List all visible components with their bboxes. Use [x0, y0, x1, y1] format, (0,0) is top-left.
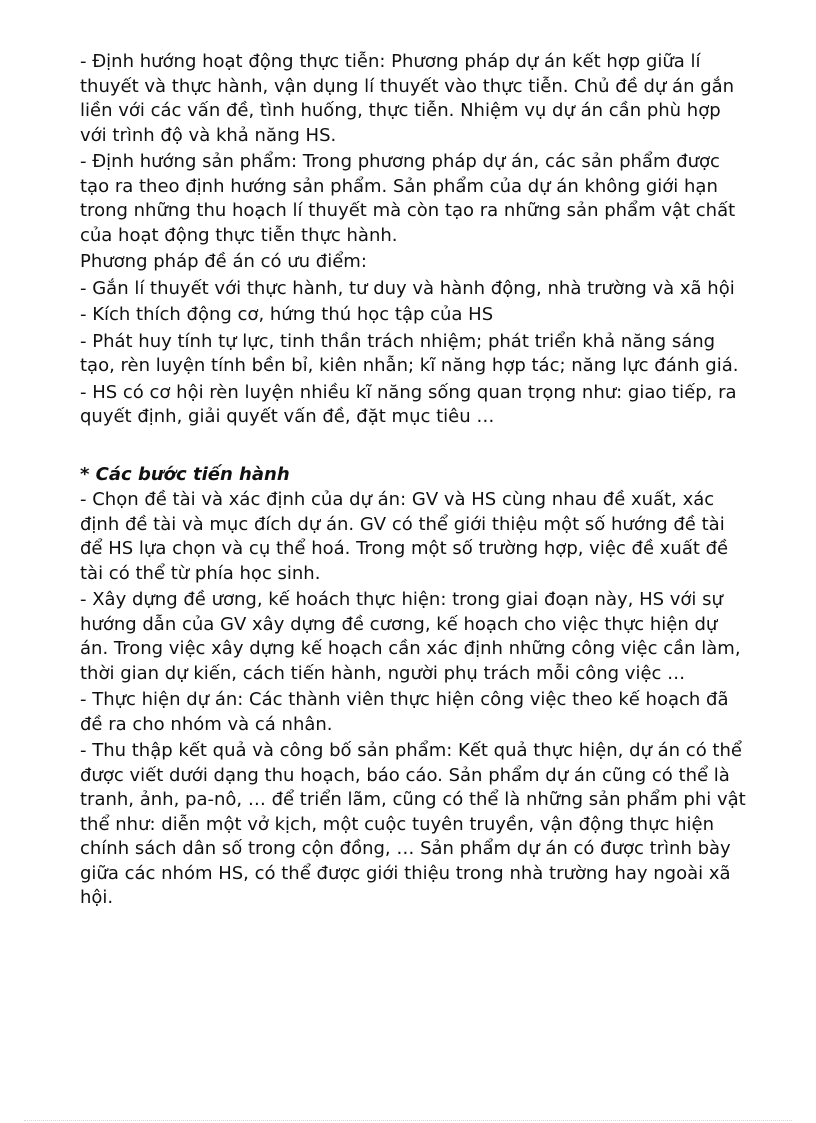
- step-item: - Xây dựng đề ương, kế hoách thực hiện: trong giai đoạn này, HS với sự hướng dẫn của GV xây dựng đề cương, kế hoạch cho việc thực hiện dự án. Trong việc xây dựng kế hoạch cần xác định những công việc cần làm, thời gian dự kiến, cách tiến hành, người phụ trách mỗi công việc …: [80, 589, 741, 684]
- step-item: - Chọn đề tài và xác định của dự án: GV và HS cùng nhau đề xuất, xác định đề tài và mục đích dự án. GV có thể giới thiệu một số hướng đề tài để HS lựa chọn và cụ thể hoá. Trong một số trường hợp, việc đề xuất đề tài có thể từ phía học sinh.: [80, 489, 729, 584]
- page-bottom-divider: [24, 1120, 792, 1121]
- advantage-item: - HS có cơ hội rèn luyện nhiều kĩ năng sống quan trọng như: giao tiếp, ra quyết định, giải quyết vấn đề, đặt mục tiêu …: [80, 381, 737, 427]
- advantage-item: - Phát huy tính tự lực, tinh thần trách nhiệm; phát triển khả năng sáng tạo, rèn luyện tính bền bỉ, kiên nhẫn; kĩ năng hợp tác; năng lực đánh giá.: [80, 330, 739, 376]
- document-page: [80, 50, 748, 913]
- section-heading-steps: * Các bước tiến hành: [80, 463, 290, 485]
- step-item: - Thực hiện dự án: Các thành viên thực hiện công việc theo kế hoạch đã đề ra cho nhóm và cá nhân.: [80, 689, 729, 735]
- paragraph-product-orientation: - Định hướng sản phẩm: Trong phương pháp dự án, các sản phẩm được tạo ra theo định hướng sản phẩm. Sản phẩm của dự án không giới hạn trong những thu hoạch lí thuyết mà còn tạo ra những sản phẩm vật chất của hoạt động thực tiễn thực hành.: [80, 151, 736, 246]
- advantages-intro: Phương pháp đề án có ưu điểm:: [80, 251, 367, 272]
- step-item: - Thu thập kết quả và công bố sản phẩm: Kết quả thực hiện, dự án có thể được viết dưới dạng thu hoạch, báo cáo. Sản phẩm dự án cũng có thể là tranh, ảnh, pa-nô, … để triển lãm, cũng có thể là những sản phẩm phi vật thể như: diễn một vở kịch, một cuộc tuyên truyền, vận động thực hiện chính sách dân số trong cộn đồng, … Sản phẩm dự án có được trình bày giữa các nhóm HS, có thể được giới thiệu trong nhà trường hay ngoài xã hội.: [80, 740, 746, 908]
- paragraph-practice-orientation: - Định hướng hoạt động thực tiễn: Phương pháp dự án kết hợp giữa lí thuyết và thực hành, vận dụng lí thuyết vào thực tiễn. Chủ đề dự án gắn liền với các vấn đề, tình huống, thực tiễn. Nhiệm vụ dự án cần phù hợp với trình độ và khả năng HS.: [80, 51, 735, 146]
- advantage-item: - Kích thích động cơ, hứng thú học tập của HS: [80, 304, 494, 325]
- advantage-item: - Gắn lí thuyết với thực hành, tư duy và hành động, nhà trường và xã hội: [80, 277, 735, 299]
